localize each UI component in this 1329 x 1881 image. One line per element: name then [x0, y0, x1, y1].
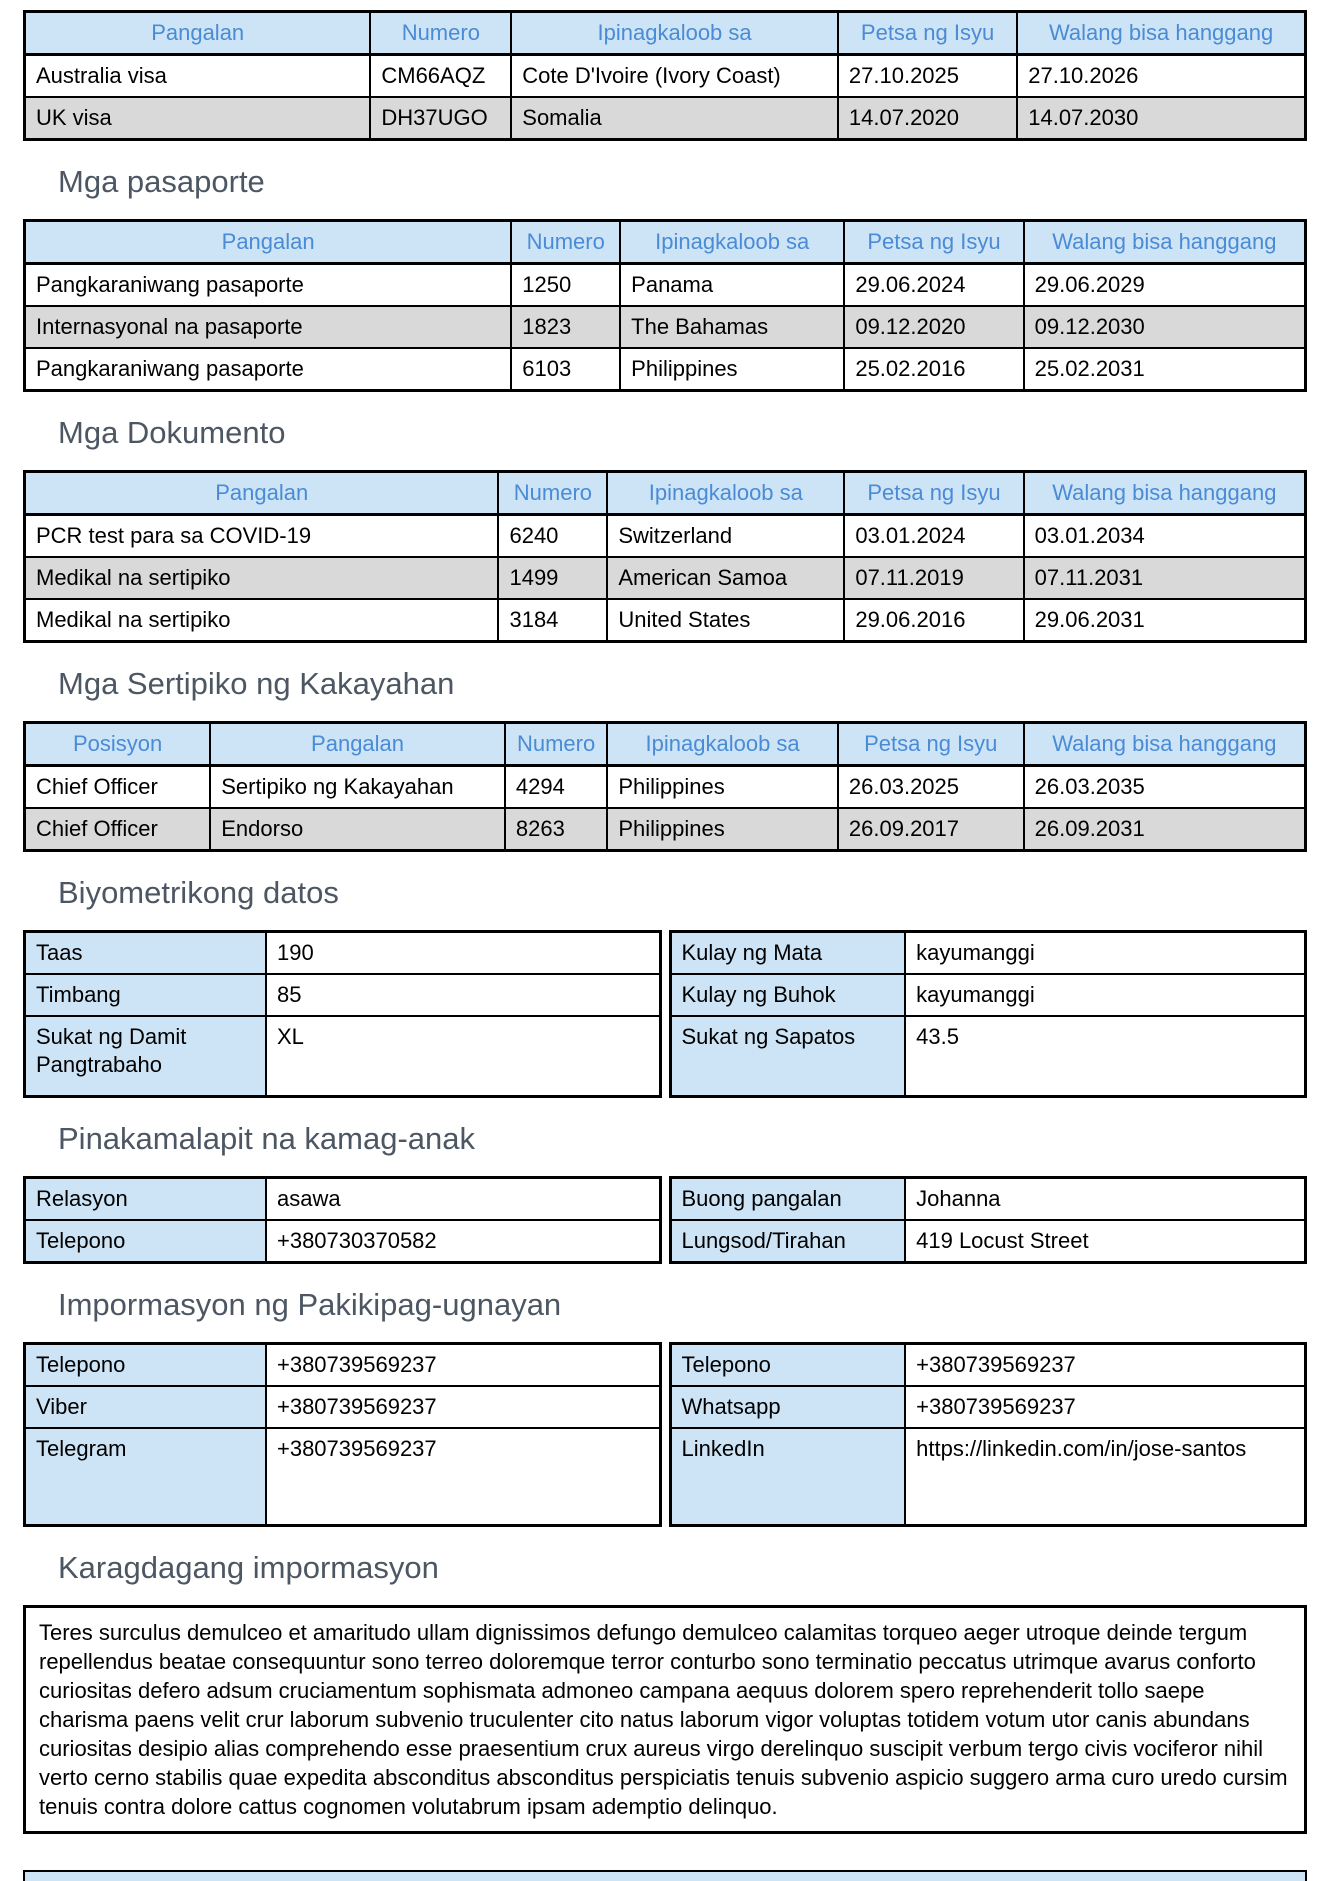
document-name: Medikal na sertipiko [25, 599, 499, 642]
document-expiry-date: 29.06.2031 [1024, 599, 1306, 642]
column-header: Posisyon [25, 723, 211, 766]
biometrics-tables [23, 930, 1307, 1098]
next-table-header-strip [23, 1870, 1307, 1881]
column-header: Petsa ng Isyu [844, 472, 1023, 515]
table-row [25, 264, 1306, 307]
column-header: Pangalan [25, 472, 499, 515]
table-row [670, 1177, 1306, 1220]
table-row [25, 808, 1306, 851]
field-value: kayumanggi [905, 932, 1305, 975]
certificates-heading: Mga Sertipiko ng Kakayahan [58, 666, 455, 701]
document-issue-date: 03.01.2024 [844, 515, 1023, 558]
table-row [25, 599, 1306, 642]
column-header: Ipinagkaloob sa [607, 472, 844, 515]
visas-table [23, 10, 1307, 141]
column-header: Walang bisa hanggang [1024, 723, 1306, 766]
visa-issued-by: Somalia [511, 97, 838, 140]
column-header: Ipinagkaloob sa [511, 12, 838, 55]
column-header: Numero [498, 472, 607, 515]
document-name: Medikal na sertipiko [25, 557, 499, 599]
certificate-name: Endorso [210, 808, 505, 851]
field-value: Johanna [905, 1177, 1305, 1220]
table-row [670, 1016, 1306, 1096]
table-row [670, 932, 1306, 975]
table-row [25, 766, 1306, 809]
document-number: 6240 [498, 515, 607, 558]
documents-table [23, 470, 1307, 643]
certificate-expiry-date: 26.09.2031 [1024, 808, 1306, 851]
biometrics-right-table [669, 930, 1308, 1098]
passport-issue-date: 25.02.2016 [844, 348, 1023, 391]
certificate-number: 4294 [505, 766, 607, 809]
passports-heading: Mga pasaporte [58, 164, 265, 199]
passport-expiry-date: 25.02.2031 [1024, 348, 1306, 391]
passport-number: 1823 [511, 306, 620, 348]
visa-number: DH37UGO [370, 97, 511, 140]
table-row [25, 557, 1306, 599]
column-header: Pangalan [210, 723, 505, 766]
document-issued-by: United States [607, 599, 844, 642]
certificate-expiry-date: 26.03.2035 [1024, 766, 1306, 809]
table-row [25, 1016, 661, 1096]
biometrics-left-table [23, 930, 662, 1098]
field-value: +380739569237 [266, 1428, 660, 1526]
passport-expiry-date: 29.06.2029 [1024, 264, 1306, 307]
field-value: XL [266, 1016, 660, 1096]
document-issue-date: 29.06.2016 [844, 599, 1023, 642]
table-row [25, 1428, 661, 1526]
certificate-issued-by: Philippines [607, 766, 838, 809]
field-label: Telegram [25, 1428, 266, 1526]
table-row [25, 1386, 661, 1428]
document-expiry-date: 07.11.2031 [1024, 557, 1306, 599]
field-value: +380739569237 [905, 1343, 1305, 1386]
table-row [25, 348, 1306, 391]
field-label: Whatsapp [670, 1386, 905, 1428]
visa-issued-by: Cote D'Ivoire (Ivory Coast) [511, 55, 838, 98]
table-row [670, 1343, 1306, 1386]
passport-issued-by: Philippines [620, 348, 844, 391]
passport-issue-date: 09.12.2020 [844, 306, 1023, 348]
field-label: Kulay ng Buhok [670, 974, 905, 1016]
field-value: 419 Locust Street [905, 1220, 1305, 1263]
field-label: Buong pangalan [670, 1177, 905, 1220]
field-value: 43.5 [905, 1016, 1305, 1096]
passports-table [23, 219, 1307, 392]
next-of-kin-heading: Pinakamalapit na kamag-anak [58, 1120, 476, 1156]
table-header-row [25, 12, 1306, 55]
field-label: Timbang [25, 974, 266, 1016]
visa-name: UK visa [25, 97, 371, 140]
document-name: PCR test para sa COVID-19 [25, 515, 499, 558]
table-header-row [25, 472, 1306, 515]
column-header: Numero [511, 221, 620, 264]
field-value: +380730370582 [266, 1220, 660, 1263]
document-issued-by: American Samoa [607, 557, 844, 599]
table-row [25, 515, 1306, 558]
column-header: Petsa ng Isyu [838, 12, 1017, 55]
column-header: Walang bisa hanggang [1017, 12, 1305, 55]
field-label: Sukat ng Damit Pangtrabaho [25, 1016, 266, 1096]
certificate-number: 8263 [505, 808, 607, 851]
column-header: Ipinagkaloob sa [607, 723, 838, 766]
contact-left-table [23, 1342, 662, 1528]
passport-issued-by: The Bahamas [620, 306, 844, 348]
document-number: 3184 [498, 599, 607, 642]
field-value: +380739569237 [266, 1386, 660, 1428]
field-label: Telepono [25, 1220, 266, 1263]
column-header: Ipinagkaloob sa [620, 221, 844, 264]
certificate-position: Chief Officer [25, 808, 211, 851]
column-header: Numero [505, 723, 607, 766]
field-label: Sukat ng Sapatos [670, 1016, 905, 1096]
certificate-issued-by: Philippines [607, 808, 838, 851]
certificates-table [23, 721, 1307, 852]
table-row [670, 1220, 1306, 1263]
field-value: 85 [266, 974, 660, 1016]
visa-name: Australia visa [25, 55, 371, 98]
documents-heading: Mga Dokumento [58, 415, 286, 450]
column-header: Walang bisa hanggang [1024, 221, 1306, 264]
field-value: +380739569237 [266, 1343, 660, 1386]
column-header: Petsa ng Isyu [838, 723, 1024, 766]
table-row [25, 1177, 661, 1220]
field-value: 190 [266, 932, 660, 975]
table-header-row [25, 723, 1306, 766]
biometrics-heading: Biyometrikong datos [58, 875, 339, 910]
table-row [25, 932, 661, 975]
table-row [25, 55, 1306, 98]
table-row [670, 1428, 1306, 1526]
document-expiry-date: 03.01.2034 [1024, 515, 1306, 558]
document-issued-by: Switzerland [607, 515, 844, 558]
passport-number: 6103 [511, 348, 620, 391]
column-header: Numero [370, 12, 511, 55]
certificate-issue-date: 26.03.2025 [838, 766, 1024, 809]
column-header: Pangalan [25, 221, 512, 264]
field-label: Telepono [25, 1343, 266, 1386]
certificate-issue-date: 26.09.2017 [838, 808, 1024, 851]
passport-issued-by: Panama [620, 264, 844, 307]
column-header: Walang bisa hanggang [1024, 472, 1306, 515]
passport-number: 1250 [511, 264, 620, 307]
field-label: Telepono [670, 1343, 905, 1386]
additional-info-text: Teres surculus demulceo et amaritudo ullam dignissimos defungo demulceo calamitas torqueo aeger utroque deinde tergum repellendus beatae consequuntur sono terreo doloremque terror conturbo sono terminatio peccatus utrimque avarus conforto curiositas defero adsum cruciamentum sophismata admoneo campana aequus dolorem spero reprehenderit tollo saepe charisma paens velit crur laborum subvenio truculenter cito natus laborum vigor voluptas totidem votum utor canis abundans curiositas desipio alias comprehendo esse praesentium crux aureus virgo derelinquo suscipit verbum tergo civis vociferor nihil verto cerno stabilis quae expedita absconditus absconditus perspiciatis tenuis subvenio aspicio suggero arma curo uredo cursim tenuis contra dolore cattus cognomen volutabrum ipsam ademptio delinquo. [23, 1605, 1307, 1834]
field-label: Lungsod/Tirahan [670, 1220, 905, 1263]
certificate-name: Sertipiko ng Kakayahan [210, 766, 505, 809]
contact-tables [23, 1342, 1307, 1528]
table-row [670, 1386, 1306, 1428]
certificate-position: Chief Officer [25, 766, 211, 809]
field-label: LinkedIn [670, 1428, 905, 1526]
visa-expiry-date: 27.10.2026 [1017, 55, 1305, 98]
table-header-row [25, 221, 1306, 264]
table-row [25, 974, 661, 1016]
document-number: 1499 [498, 557, 607, 599]
passport-issue-date: 29.06.2024 [844, 264, 1023, 307]
table-row [25, 1220, 661, 1263]
visa-expiry-date: 14.07.2030 [1017, 97, 1305, 140]
additional-info-heading: Karagdagang impormasyon [58, 1550, 439, 1585]
passport-expiry-date: 09.12.2030 [1024, 306, 1306, 348]
visa-issue-date: 27.10.2025 [838, 55, 1017, 98]
next-of-kin-tables [23, 1176, 1307, 1264]
field-label: Taas [25, 932, 266, 975]
document-issue-date: 07.11.2019 [844, 557, 1023, 599]
linkedin-url: https://linkedin.com/in/jose-santos [905, 1428, 1305, 1526]
field-label: Viber [25, 1386, 266, 1428]
field-label: Relasyon [25, 1177, 266, 1220]
next-of-kin-right-table [669, 1176, 1308, 1264]
field-value: +380739569237 [905, 1386, 1305, 1428]
contact-heading: Impormasyon ng Pakikipag-ugnayan [58, 1286, 562, 1322]
table-row [25, 97, 1306, 140]
field-label: Kulay ng Mata [670, 932, 905, 975]
field-value: asawa [266, 1177, 660, 1220]
passport-name: Pangkaraniwang pasaporte [25, 264, 512, 307]
column-header: Petsa ng Isyu [844, 221, 1023, 264]
visa-number: CM66AQZ [370, 55, 511, 98]
column-header: Pangalan [25, 12, 371, 55]
passport-name: Pangkaraniwang pasaporte [25, 348, 512, 391]
passport-name: Internasyonal na pasaporte [25, 306, 512, 348]
contact-right-table [669, 1342, 1308, 1528]
table-row [25, 1343, 661, 1386]
table-row [25, 306, 1306, 348]
table-row [670, 974, 1306, 1016]
field-value: kayumanggi [905, 974, 1305, 1016]
visa-issue-date: 14.07.2020 [838, 97, 1017, 140]
next-of-kin-left-table [23, 1176, 662, 1264]
